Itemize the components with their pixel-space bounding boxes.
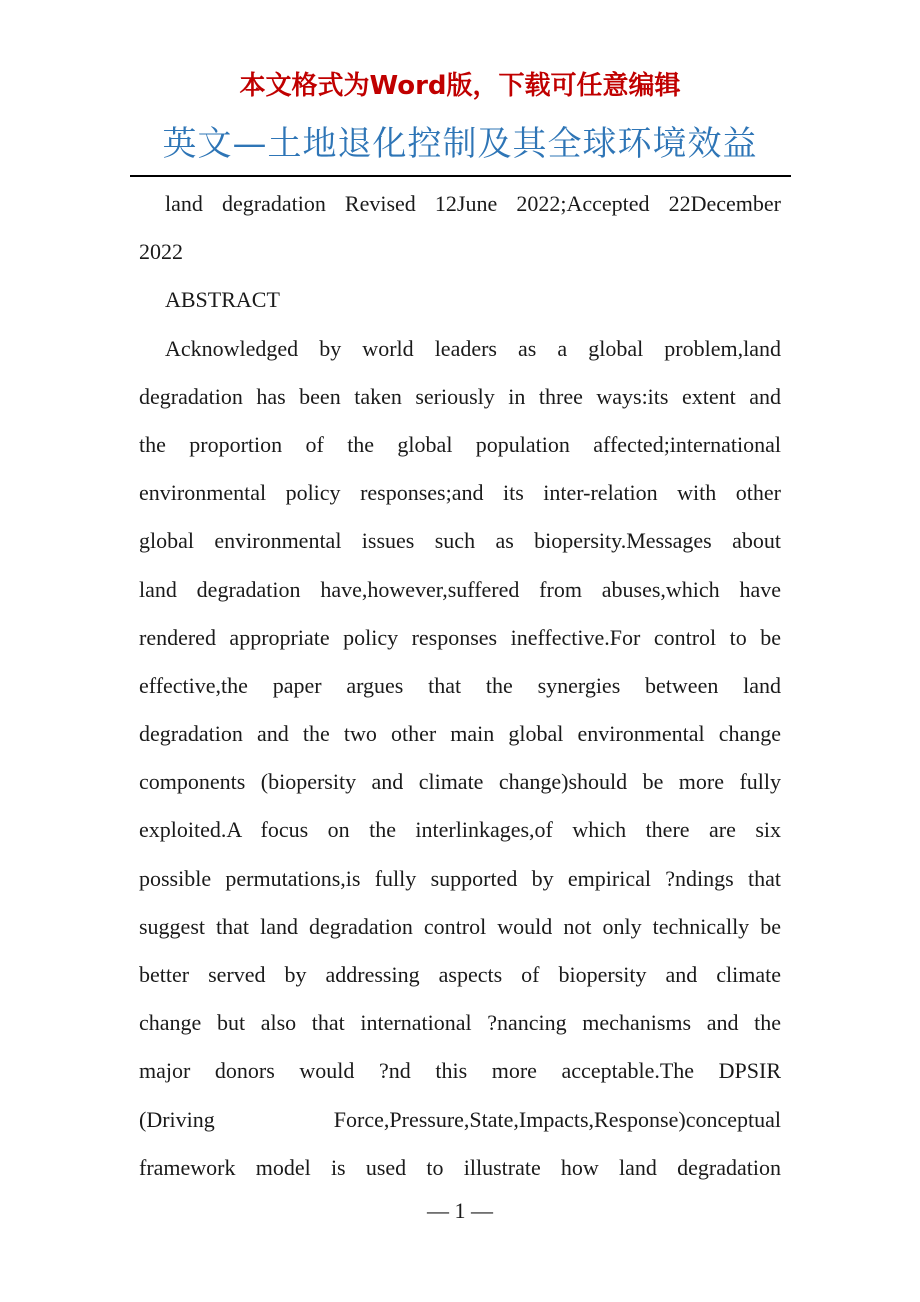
page-number: — 1 — [427,1198,493,1223]
body-line: framework model is used to illustrate how land degradation [139,1154,781,1180]
title-divider [130,175,791,177]
body-line: degradation and the two other main global environmental change [139,721,781,747]
document-body [139,180,781,1192]
body-line: change but also that international ?nancing mechanisms and the [139,1010,781,1036]
body-line: better served by addressing aspects of biopersity and climate [139,962,781,987]
body-line: Acknowledged by world leaders as a global problem,land [165,335,781,361]
body-line: suggest that land degradation control would not only technically be [139,913,781,939]
body-line: exploited.A focus on the interlinkages,of which there are six [139,817,781,843]
body-line: land degradation Revised 12June 2022;Accepted 22December [165,191,781,216]
body-line: the proportion of the global population affected;international [139,431,781,457]
body-line: land degradation have,however,suffered from abuses,which have [139,576,781,602]
document-title: 英文—土地退化控制及其全球环境效益 [162,124,758,164]
body-line: global environmental issues such as biopersity.Messages about [139,528,781,554]
body-line: (Driving Force,Pressure,State,Impacts,Response)conceptual [139,1106,781,1132]
body-line: 2022 [139,239,183,265]
body-line: possible permutations,is fully supported by empirical ?ndings that [139,865,781,891]
section-heading-abstract: ABSTRACT [165,287,280,313]
body-line: environmental policy responses;and its inter-relation with other [139,480,781,506]
body-line: degradation has been taken seriously in three ways:its extent and [139,383,781,409]
body-line: major donors would ?nd this more acceptable.The DPSIR [139,1058,781,1084]
body-line: components (biopersity and climate change)should be more fully [139,769,781,795]
format-notice-banner: 本文格式为Word版，下载可任意编辑 [239,71,681,101]
body-line: effective,the paper argues that the synergies between land [139,672,781,698]
body-line: rendered appropriate policy responses ineffective.For control to be [139,624,781,650]
